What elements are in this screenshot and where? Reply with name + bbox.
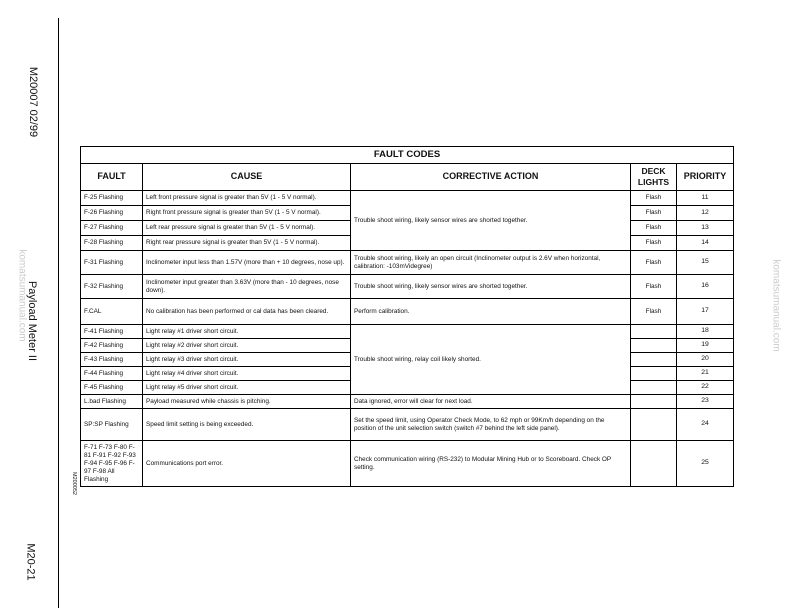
- priority-cell: 14: [677, 236, 734, 251]
- table-row: [81, 325, 734, 339]
- deck-cell: [631, 353, 677, 367]
- priority-cell: 13: [677, 221, 734, 236]
- cause-cell: Light relay #4 driver short circuit.: [143, 367, 351, 381]
- table-row: [81, 251, 734, 275]
- action-cell: Check communication wiring (RS-232) to Modular Mining Hub or to Scoreboard. Check OP setting.: [351, 441, 631, 487]
- priority-cell: 19: [677, 339, 734, 353]
- action-cell: Trouble shoot wiring, likely sensor wires are shorted together.: [351, 191, 631, 251]
- deck-cell: [631, 395, 677, 409]
- fault-cell: F-41 Flashing: [81, 325, 143, 339]
- cause-cell: Left front pressure signal is greater than 5V (1 - 5 V normal).: [143, 191, 351, 206]
- deck-cell: [631, 339, 677, 353]
- table-row: [81, 299, 734, 325]
- priority-cell: 17: [677, 299, 734, 325]
- header-corrective-action: CORRECTIVE ACTION: [351, 164, 631, 191]
- cause-cell: Light relay #2 driver short circuit.: [143, 339, 351, 353]
- fault-cell: F-71 F-73 F-80 F-81 F-91 F-92 F-93 F-94 F-95 F-96 F-97 F-98 All Flashing: [81, 441, 143, 487]
- fault-cell: F-43 Flashing: [81, 353, 143, 367]
- action-cell: Trouble shoot wiring, relay coil likely shorted.: [351, 325, 631, 395]
- page-number: M20-21: [24, 543, 37, 581]
- cause-cell: Payload measured while chassis is pitching.: [143, 395, 351, 409]
- action-cell: Trouble shoot wiring, likely an open circuit (Inclinometer output is 2.6V when horizontal, calibration: -103mVidegree): [351, 251, 631, 275]
- fault-cell: F-44 Flashing: [81, 367, 143, 381]
- fault-cell: F-31 Flashing: [81, 251, 143, 275]
- action-cell: Perform calibration.: [351, 299, 631, 325]
- cause-cell: Right rear pressure signal is greater than 5V (1 - 5 V normal).: [143, 236, 351, 251]
- cause-cell: Right front pressure signal is greater than 5V (1 - 5 V normal).: [143, 206, 351, 221]
- table-row: [81, 275, 734, 299]
- fault-cell: F.CAL: [81, 299, 143, 325]
- header-priority: PRIORITY: [677, 164, 734, 191]
- priority-cell: 11: [677, 191, 734, 206]
- action-cell: Data ignored, error will clear for next load.: [351, 395, 631, 409]
- fault-cell: F-32 Flashing: [81, 275, 143, 299]
- header-cause: CAUSE: [143, 164, 351, 191]
- cause-cell: Speed limit setting is being exceeded.: [143, 409, 351, 441]
- cause-cell: Inclinometer input less than 1.57V (more than + 10 degrees, nose up).: [143, 251, 351, 275]
- table-row: [81, 395, 734, 409]
- priority-cell: 15: [677, 251, 734, 275]
- deck-cell: [631, 367, 677, 381]
- deck-cell: Flash: [631, 221, 677, 236]
- fault-cell: F-42 Flashing: [81, 339, 143, 353]
- deck-cell: [631, 325, 677, 339]
- header-deck-lights: DECK LIGHTS: [631, 164, 677, 191]
- priority-cell: 23: [677, 395, 734, 409]
- section-title: Payload Meter II: [26, 280, 39, 362]
- deck-cell: Flash: [631, 275, 677, 299]
- fault-cell: SP:SP Flashing: [81, 409, 143, 441]
- action-cell: Set the speed limit, using Operator Check Mode, to 62 mph or 99Km/h depending on the position of the unit selection switch (switch #7 behind the left side panel).: [351, 409, 631, 441]
- deck-cell: [631, 381, 677, 395]
- cause-cell: Communications port error.: [143, 441, 351, 487]
- priority-cell: 21: [677, 367, 734, 381]
- deck-cell: Flash: [631, 206, 677, 221]
- deck-cell: Flash: [631, 251, 677, 275]
- deck-cell: [631, 441, 677, 487]
- deck-cell: Flash: [631, 236, 677, 251]
- watermark-right: komatsumanual.com: [770, 259, 782, 352]
- fault-codes-table: [80, 146, 734, 487]
- cause-cell: No calibration has been performed or cal data has been cleared.: [143, 299, 351, 325]
- fault-cell: F-26 Flashing: [81, 206, 143, 221]
- priority-cell: 24: [677, 409, 734, 441]
- doc-code: M20007 02/99: [27, 66, 40, 138]
- priority-cell: 12: [677, 206, 734, 221]
- table-row: [81, 441, 734, 487]
- table-row: [81, 191, 734, 206]
- cause-cell: Inclinometer input greater than 3.63V (more than - 10 degrees, nose down).: [143, 275, 351, 299]
- priority-cell: 16: [677, 275, 734, 299]
- priority-cell: 22: [677, 381, 734, 395]
- figure-code: M200052: [71, 472, 77, 495]
- table-row: [81, 409, 734, 441]
- table-title: FAULT CODES: [81, 147, 734, 164]
- priority-cell: 18: [677, 325, 734, 339]
- fault-cell: F-25 Flashing: [81, 191, 143, 206]
- fault-cell: F-27 Flashing: [81, 221, 143, 236]
- priority-cell: 20: [677, 353, 734, 367]
- watermark-left: komatsumanual.com: [16, 249, 28, 342]
- cause-cell: Light relay #1 driver short circuit.: [143, 325, 351, 339]
- priority-cell: 25: [677, 441, 734, 487]
- deck-cell: [631, 409, 677, 441]
- action-cell: Trouble shoot wiring, likely sensor wires are shorted together.: [351, 275, 631, 299]
- header-fault: FAULT: [81, 164, 143, 191]
- cause-cell: Light relay #5 driver short circuit.: [143, 381, 351, 395]
- cause-cell: Light relay #3 driver short circuit.: [143, 353, 351, 367]
- deck-cell: Flash: [631, 299, 677, 325]
- fault-cell: F-28 Flashing: [81, 236, 143, 251]
- cause-cell: Left rear pressure signal is greater than 5V (1 - 5 V normal).: [143, 221, 351, 236]
- margin-rule: [58, 18, 59, 608]
- deck-cell: Flash: [631, 191, 677, 206]
- fault-cell: L.bad Flashing: [81, 395, 143, 409]
- fault-cell: F-45 Flashing: [81, 381, 143, 395]
